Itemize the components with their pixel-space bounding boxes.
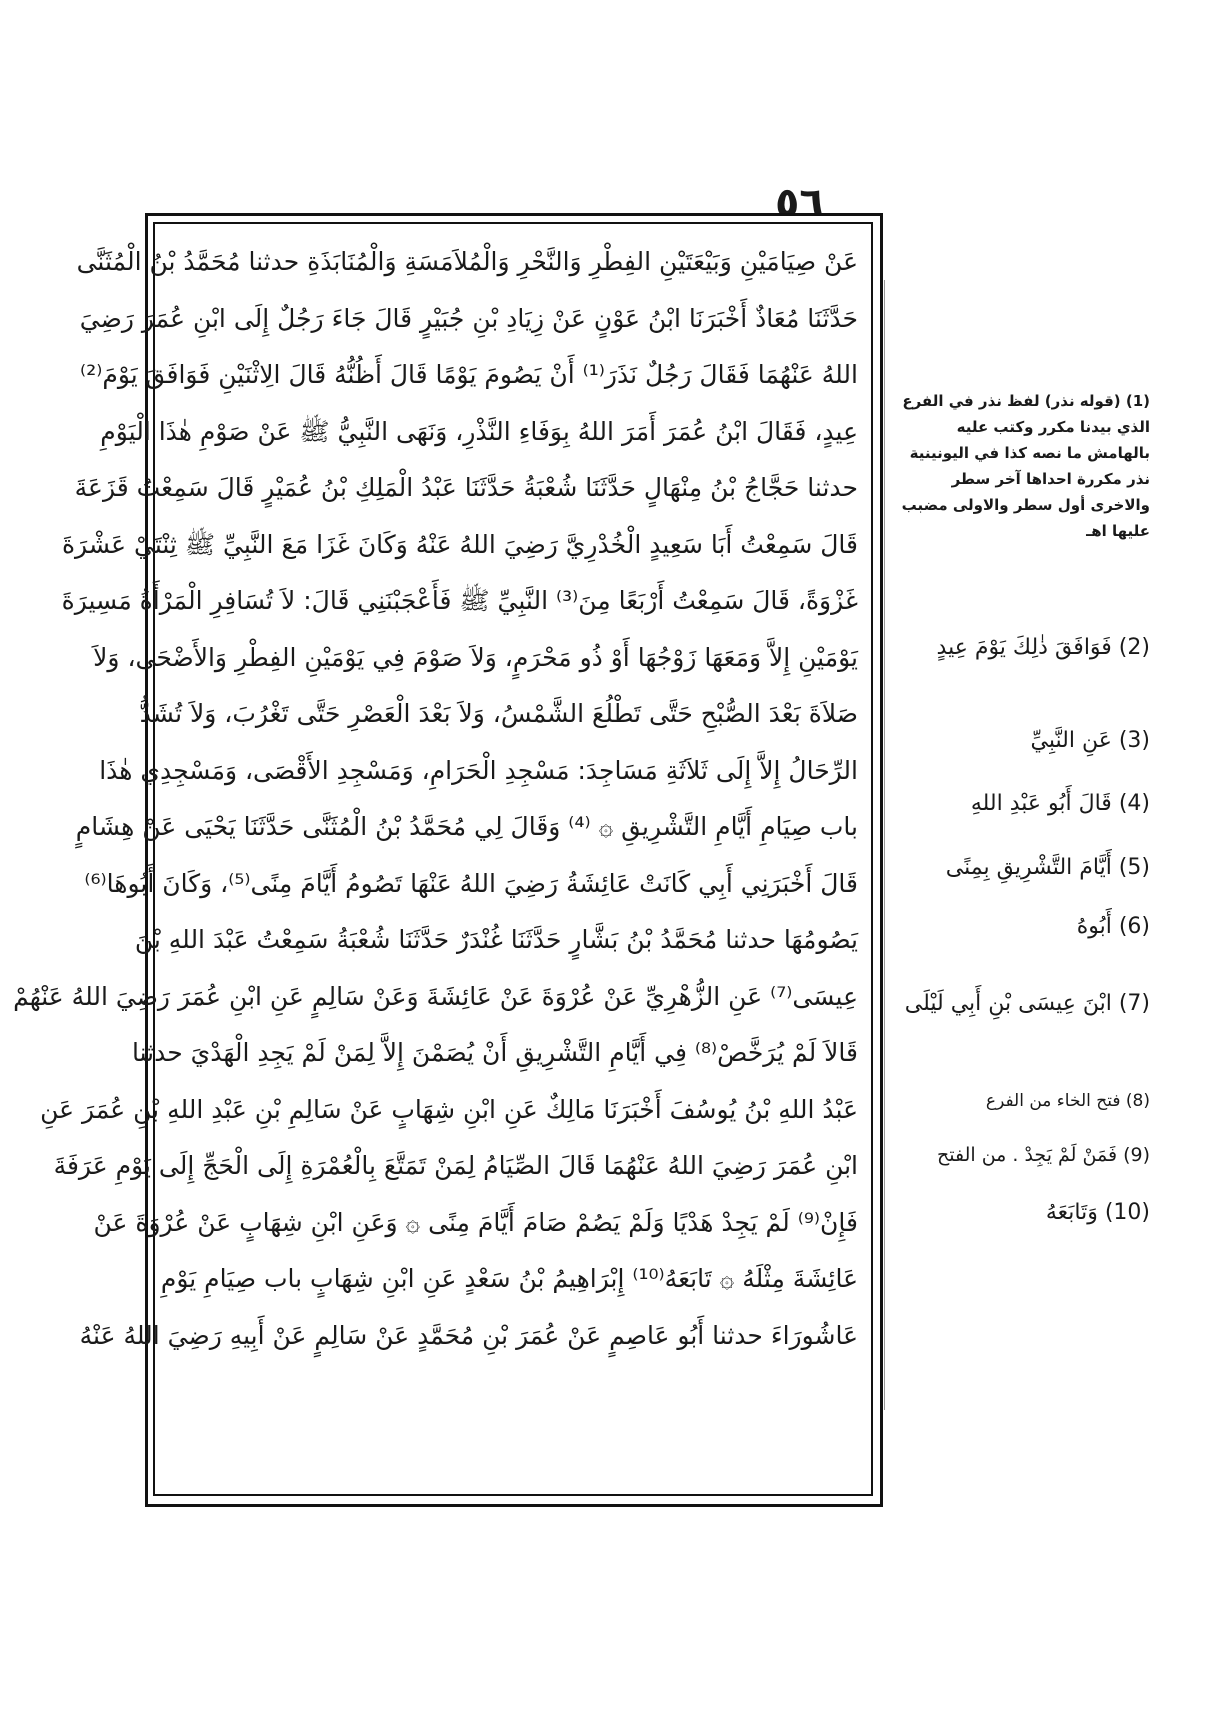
margin-note: (4) قَالَ أَبُو عَبْدِ اللهِ [970,791,1150,816]
text-line: ابْنِ عُمَرَ رَضِيَ اللهُ عَنْهُمَا قَالَ الصِّيَامُ لِمَنْ تَمَتَّعَ بِالْعُمْرَةِ إِلَى الْحَجِّ إِلَى يَوْمِ عَرَفَةَ [53,1151,858,1180]
margin-note: (5) أَيَّامَ التَّشْرِيقِ بِمِنًى [945,855,1150,880]
text-line: يَوْمَيْنِ إِلاَّ وَمَعَهَا زَوْجُهَا أَوْ ذُو مَحْرَمٍ، وَلاَ صَوْمَ فِي يَوْمَيْنِ الفِطْرِ وَالأَضْحَى، وَلاَ [93,642,858,672]
text-line: عِيدٍ، فَقَالَ ابْنُ عُمَرَ أَمَرَ اللهُ بِوَفَاءِ النَّذْرِ، وَنَهَى النَّبِيُّ ﷺ عَنْ صَوْمِ هٰذَا الْيَوْمِ [100,416,858,446]
margin-note: (10) وَتَابَعَهُ [1045,1200,1150,1225]
text-line: عَنْ صِيَامَيْنِ وَبَيْعَتَيْنِ الفِطْرِ وَالنَّحْرِ وَالْمُلاَمَسَةِ وَالْمُنَابَذَةِ حدثنا مُحَمَّدُ بْنُ الْمُثَنَّى [76,247,858,276]
text-line: حدثنا حَجَّاجُ بْنُ مِنْهَالٍ حَدَّثَنَا شُعْبَةُ حَدَّثَنَا عَبْدُ الْمَلِكِ بْنُ عُمَيْرٍ قَالَ سَمِعْتُ قَزَعَةَ [74,473,858,502]
text-line: قَالَ أَخْبَرَنِي أَبِي كَانَتْ عَائِشَةُ رَضِيَ اللهُ عَنْهَا تَصُومُ أَيَّامَ مِنًى⁽⁵⁾، وَكَانَ أَبُوهَا⁽⁶⁾ [84,868,858,898]
text-line: الرِّحَالُ إِلاَّ إِلَى ثَلاَثَةِ مَسَاجِدَ: مَسْجِدِ الْحَرَامِ، وَمَسْجِدِ الأَقْصَى، وَمَسْجِدِي هٰذَا [99,755,858,785]
text-line: غَزْوَةً، قَالَ سَمِعْتُ أَرْبَعًا مِنَ⁽³⁾ النَّبِيِّ ﷺ فَأَعْجَبْنَنِي قَالَ: لاَ تُسَافِرِ الْمَرْأَةُ مَسِيرَةَ [61,586,858,615]
text-line: عَبْدُ اللهِ بْنُ يُوسُفَ أَخْبَرَنَا مَالِكٌ عَنِ ابْنِ شِهَابٍ عَنْ سَالِمِ بْنِ عَبْدِ اللهِ بْنِ عُمَرَ عَنِ [40,1094,858,1124]
margin-divider [884,280,885,1410]
margin-note: (6) أَبُوهُ [1076,914,1150,939]
text-line: قَالَ سَمِعْتُ أَبَا سَعِيدٍ الْخُدْرِيَّ رَضِيَ اللهُ عَنْهُ وَكَانَ غَزَا مَعَ النَّبِيِّ ﷺ ثِنْتَيْ عَشْرَةَ [61,529,858,559]
text-line: عَاشُورَاءَ حدثنا أَبُو عَاصِمٍ عَنْ عُمَرَ بْنِ مُحَمَّدٍ عَنْ سَالِمٍ عَنْ أَبِيهِ رَضِيَ اللهُ عَنْهُ [79,1320,858,1350]
margin-note: (9) فَمَنْ لَمْ يَجِدْ . من الفتح [936,1144,1150,1166]
margin-note: (3) عَنِ النَّبِيِّ [1030,728,1150,753]
text-line: فَإِنْ⁽⁹⁾ لَمْ يَجِدْ هَدْيًا وَلَمْ يَصُمْ صَامَ أَيَّامَ مِنًى ۞ وَعَنِ ابْنِ شِهَابٍ عَنْ عُرْوَةَ عَنْ [93,1207,858,1237]
text-line: قَالاَ لَمْ يُرَخَّصْ⁽⁸⁾ فِي أَيَّامِ التَّشْرِيقِ أَنْ يُصَمْنَ إِلاَّ لِمَنْ لَمْ يَجِدِ الْهَدْيَ حدثنا [131,1038,858,1067]
margin-note: (8) فتح الخاء من الفرع [985,1091,1150,1111]
text-line: صَلاَةَ بَعْدَ الصُّبْحِ حَتَّى تَطْلُعَ الشَّمْسُ، وَلاَ بَعْدَ الْعَصْرِ حَتَّى تَغْرُبَ، وَلاَ تُشَدُّ [139,699,858,728]
text-line: عِيسَى⁽⁷⁾ عَنِ الزُّهْرِيِّ عَنْ عُرْوَةَ عَنْ عَائِشَةَ وَعَنْ سَالِمٍ عَنِ ابْنِ عُمَرَ رَضِيَ اللهُ عَنْهُمْ [13,981,858,1011]
text-line: اللهُ عَنْهُمَا فَقَالَ رَجُلٌ نَذَرَ⁽¹⁾ أَنْ يَصُومَ يَوْمًا قَالَ أَظُنُّهُ قَالَ الِاثْنَيْنِ فَوَافَقَ يَوْمَ⁽²⁾ [80,360,858,389]
text-line: باب صِيَامِ أَيَّامِ التَّشْرِيقِ ۞ ⁽⁴⁾ وَقَالَ لِي مُحَمَّدُ بْنُ الْمُثَنَّى حَدَّثَنَا يَحْيَى عَنْ هِشَامٍ [75,812,858,841]
page-number: ٥٦ [775,180,824,226]
margin-note: (1) (قوله نذر) لفظ نذر في الفرع الذي بيدنا مكرر وكتب عليه بالهامش ما نصه كذا في اليونينية نذر مكررة احداها آخر سطر والاخرى أول سطر والاولى مضبب عليها اهـ [901,392,1150,540]
margin-note: (7) ابْنَ عِيسَى بْنِ أَبِي لَيْلَى [904,991,1150,1016]
main-text-block [13,234,858,1364]
text-line: يَصُومُهَا حدثنا مُحَمَّدُ بْنُ بَشَّارٍ حَدَّثَنَا غُنْدَرٌ حَدَّثَنَا شُعْبَةُ سَمِعْتُ عَبْدَ اللهِ بْنَ [134,925,858,954]
margin-note: (2) فَوَافَقَ ذٰلِكَ يَوْمَ عِيدٍ [936,635,1150,660]
text-line: حَدَّثَنَا مُعَاذٌ أَخْبَرَنَا ابْنُ عَوْنٍ عَنْ زِيَادِ بْنِ جُبَيْرٍ قَالَ جَاءَ رَجُلٌ إِلَى ابْنِ عُمَرَ رَضِيَ [79,303,858,333]
text-line: عَائِشَةَ مِثْلَهُ ۞ تَابَعَهُ⁽¹⁰⁾ إِبْرَاهِيمُ بْنُ سَعْدٍ عَنِ ابْنِ شِهَابٍ باب صِيَامِ يَوْمِ [160,1264,858,1293]
